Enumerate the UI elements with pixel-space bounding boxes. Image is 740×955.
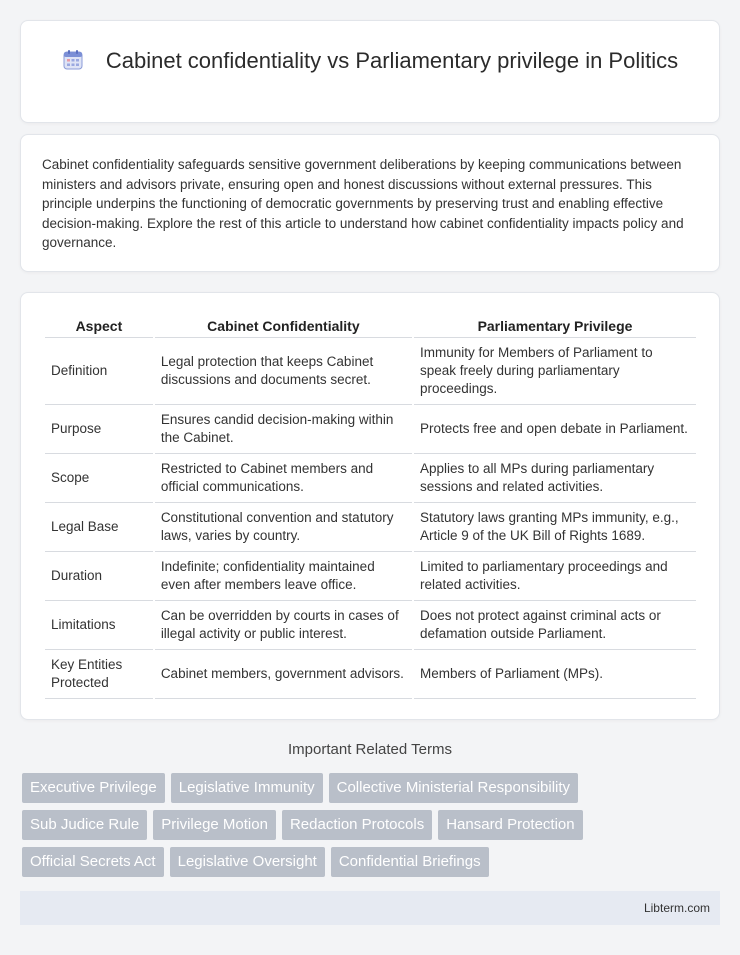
- tag-executive-privilege[interactable]: Executive Privilege: [22, 773, 165, 803]
- row-parliament: Applies to all MPs during parliamentary sessions and related activities.: [414, 454, 696, 503]
- tag-privilege-motion[interactable]: Privilege Motion: [153, 810, 276, 840]
- tag-legislative-oversight[interactable]: Legislative Oversight: [170, 847, 325, 877]
- page-title-text: Cabinet confidentiality vs Parliamentary privilege in Politics: [105, 48, 679, 73]
- tag-row: [22, 810, 722, 840]
- related-terms-heading: Important Related Terms: [288, 741, 452, 758]
- title-card: [20, 20, 720, 123]
- row-cabinet: Constitutional convention and statutory laws, varies by country.: [155, 503, 412, 552]
- row-parliament: Protects free and open debate in Parliament.: [414, 405, 696, 454]
- row-parliament: Does not protect against criminal acts or defamation outside Parliament.: [414, 601, 696, 650]
- tag-row: [22, 847, 722, 877]
- row-cabinet: Can be overridden by courts in cases of illegal activity or public interest.: [155, 601, 412, 650]
- row-aspect: Purpose: [45, 405, 153, 454]
- row-aspect: Legal Base: [45, 503, 153, 552]
- row-cabinet: Cabinet members, government advisors.: [155, 650, 412, 699]
- table-row: [45, 601, 696, 650]
- comparison-table: [43, 314, 698, 699]
- row-parliament: Members of Parliament (MPs).: [414, 650, 696, 699]
- row-parliament: Statutory laws granting MPs immunity, e.g., Article 9 of the UK Bill of Rights 1689.: [414, 503, 696, 552]
- row-cabinet: Restricted to Cabinet members and official communications.: [155, 454, 412, 503]
- tag-redaction-protocols[interactable]: Redaction Protocols: [282, 810, 432, 840]
- header-cabinet-confidentiality: Cabinet Confidentiality: [155, 314, 412, 338]
- table-row: [45, 552, 696, 601]
- row-cabinet: Indefinite; confidentiality maintained even after members leave office.: [155, 552, 412, 601]
- related-terms-list: [22, 773, 722, 884]
- tag-confidential-briefings[interactable]: Confidential Briefings: [331, 847, 489, 877]
- row-aspect: Limitations: [45, 601, 153, 650]
- row-aspect: Duration: [45, 552, 153, 601]
- page-title: [41, 46, 699, 75]
- row-parliament: Immunity for Members of Parliament to speak freely during parliamentary proceedings.: [414, 338, 696, 405]
- table-row: [45, 503, 696, 552]
- tag-hansard-protection[interactable]: Hansard Protection: [438, 810, 582, 840]
- row-aspect: Key Entities Protected: [45, 650, 153, 699]
- row-aspect: Definition: [45, 338, 153, 405]
- header-parliamentary-privilege: Parliamentary Privilege: [414, 314, 696, 338]
- row-cabinet: Legal protection that keeps Cabinet discussions and documents secret.: [155, 338, 412, 405]
- calendar-icon: [62, 49, 84, 71]
- intro-card: [20, 134, 720, 272]
- tag-collective-ministerial-responsibility[interactable]: Collective Ministerial Responsibility: [329, 773, 578, 803]
- comparison-card: [20, 292, 720, 720]
- intro-paragraph: Cabinet confidentiality safeguards sensitive government deliberations by keeping communications between ministers and advisors private, ensuring open and honest discussions without external pressures. This principle underpins the functioning of democratic governments by preserving trust and enabling effective decision-making. Explore the rest of this article to understand how cabinet confidentiality impacts policy and governance.: [42, 157, 684, 251]
- table-row: [45, 650, 696, 699]
- tag-legislative-immunity[interactable]: Legislative Immunity: [171, 773, 323, 803]
- row-aspect: Scope: [45, 454, 153, 503]
- header-aspect: Aspect: [45, 314, 153, 338]
- table-row: [45, 454, 696, 503]
- tag-row: [22, 773, 722, 803]
- footer: [20, 891, 720, 925]
- row-parliament: Limited to parliamentary proceedings and related activities.: [414, 552, 696, 601]
- row-cabinet: Ensures candid decision-making within the Cabinet.: [155, 405, 412, 454]
- tag-sub-judice-rule[interactable]: Sub Judice Rule: [22, 810, 147, 840]
- table-row: [45, 338, 696, 405]
- tag-official-secrets-act[interactable]: Official Secrets Act: [22, 847, 164, 877]
- footer-site-link[interactable]: Libterm.com: [643, 901, 710, 915]
- table-row: [45, 405, 696, 454]
- table-header-row: [45, 314, 696, 338]
